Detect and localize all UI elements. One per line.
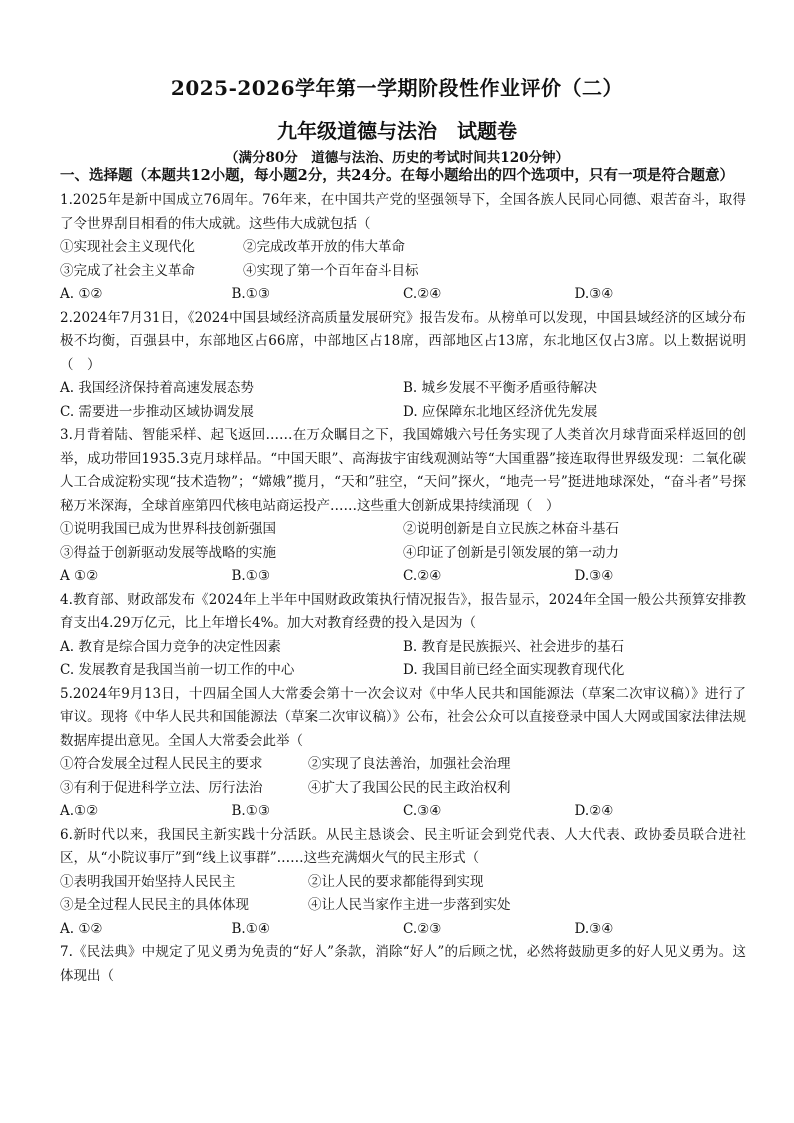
statement-item: ③是全过程人民民主的具体体现 xyxy=(60,897,249,913)
choice-c: C.③④ xyxy=(403,803,442,819)
question-stem: 3.月背着陆、智能采样、起飞返回……在万众瞩目之下，我国嫦娥六号任务实现了人类首次月球背面采样返回的创举，成功带回1935.3克月球样品。“中国天眼”、高海拔宇宙线观测站等“大国重器”接连取得世界级发现：二氧化碳人工合成淀粉实现“技术造物”；“嫦娥”揽月，“天和”驻空，“天问”探火，“地壳一号”挺进地球深处，“奋斗者”号探秘万米深海，全球首座第四代核电站商运投产……这些重大创新成果持续涌现（ ） xyxy=(60,427,746,514)
statement-item: ③有利于促进科学立法、厉行法治 xyxy=(60,779,263,796)
exam-subtitle xyxy=(0,115,794,144)
statement-row xyxy=(60,753,746,777)
choice-b: B. 教育是民族振兴、社会进步的基石 xyxy=(403,638,625,655)
statement-item: ①实现社会主义现代化 xyxy=(60,239,195,255)
choice-row xyxy=(60,918,746,942)
question-3 xyxy=(60,424,746,589)
choice-c: C.②④ xyxy=(403,568,442,584)
statement-item: ②实现了良法善治，加强社会治理 xyxy=(308,756,511,772)
statement-item: ②让人民的要求都能得到实现 xyxy=(308,873,484,890)
statement-item: ④印证了创新是引领发展的第一动力 xyxy=(403,544,619,561)
statement-row xyxy=(60,894,746,918)
choice-d: D. 我国目前已经全面实现教育现代化 xyxy=(403,662,625,678)
question-7 xyxy=(60,941,746,988)
question-stem: 4.教育部、财政部发布《2024年上半年中国财政政策执行情况报告》，报告显示，2024年全国一般公共预算安排教育支出4.29万亿元，比上年增长4%。加大对教育经费的投入是因为（ xyxy=(60,591,746,631)
choice-row xyxy=(60,401,746,425)
statement-item: ③完成了社会主义革命 xyxy=(60,262,195,279)
choice-c: C.②④ xyxy=(403,286,442,302)
statement-row xyxy=(60,260,746,284)
statement-row xyxy=(60,542,746,566)
choice-b: B.①③ xyxy=(231,568,270,584)
statement-item: ②说明创新是自立民族之林奋斗基石 xyxy=(403,521,619,537)
statement-item: ④实现了第一个百年奋斗目标 xyxy=(243,262,419,279)
statement-item: ③得益于创新驱动发展等战略的实施 xyxy=(60,544,276,561)
choice-d: D. 应保障东北地区经济优先发展 xyxy=(403,403,598,420)
question-stem: 6.新时代以来，我国民主新实践十分活跃。从民主恳谈会、民主听证会到党代表、人大代表、政协委员联合进社区，从“小院议事厅”到“线上议事群”……这些充满烟火气的民主形式（ xyxy=(60,826,746,866)
choice-a: A. ①② xyxy=(60,920,103,937)
choice-c: C. 发展教育是我国当前一切工作的中心 xyxy=(60,662,295,678)
statement-item: ①符合发展全过程人民民主的要求 xyxy=(60,756,263,772)
question-stem: 7.《民法典》中规定了见义勇为免责的“好人”条款，消除“好人”的后顾之忧，必然将鼓励更多的好人见义勇为。这体现出（ xyxy=(60,944,746,984)
statement-row xyxy=(60,871,746,895)
exam-note: （满分80分 道德与法治、历史的考试时间共120分钟） xyxy=(225,150,569,166)
choice-row xyxy=(60,565,746,589)
statement-row xyxy=(60,236,746,260)
statement-row xyxy=(60,518,746,542)
statement-item: ②完成改革开放的伟大革命 xyxy=(243,239,405,255)
choice-b: B.①③ xyxy=(231,803,270,819)
choice-row xyxy=(60,800,746,824)
choice-b: B.①④ xyxy=(231,920,270,937)
choice-d: D.③④ xyxy=(574,286,614,302)
question-6 xyxy=(60,824,746,942)
question-stem: 2.2024年7月31日，《2024中国县域经济高质量发展研究》报告发布。从榜单可以发现，中国县域经济的区域分布极不均衡，百强县中，东部地区占66席，中部地区占18席，西部地区占13席，东北地区仅占3席。以上数据说明（ ） xyxy=(60,309,746,373)
question-2 xyxy=(60,307,746,425)
paper-type: 试题卷 xyxy=(457,119,517,143)
statement-row xyxy=(60,777,746,801)
choice-row xyxy=(60,659,746,683)
section-heading: 一、选择题（本题共12小题，每小题2分，共24分。在每小题给出的四个选项中，只有一项是符合题意） xyxy=(60,167,734,184)
choice-a: A. 我国经济保持着高速发展态势 xyxy=(60,380,254,396)
choice-c: C. 需要进一步推动区域协调发展 xyxy=(60,403,254,420)
question-5 xyxy=(60,683,746,824)
choice-b: B.①③ xyxy=(231,286,270,302)
choice-a: A ①② xyxy=(60,568,99,584)
choice-c: C.②③ xyxy=(403,920,442,937)
choice-row xyxy=(60,283,746,307)
choice-row xyxy=(60,377,746,401)
question-4 xyxy=(60,589,746,683)
choice-b: B. 城乡发展不平衡矛盾亟待解决 xyxy=(403,380,598,396)
choice-d: D.③④ xyxy=(574,568,614,584)
statement-item: ①表明我国开始坚持人民民主 xyxy=(60,873,236,890)
question-stem: 5.2024年9月13日，十四届全国人大常委会第十一次会议对《中华人民共和国能源法（草案二次审议稿）》进行了审议。现将《中华人民共和国能源法（草案二次审议稿）》公布，社会公众可以直接登录中国人大网或国家法律法规数据库提出意见。全国人大常委会此举（ xyxy=(60,685,746,749)
choice-row xyxy=(60,636,746,660)
subject-name: 九年级道德与法治 xyxy=(277,119,437,143)
choice-d: D.②④ xyxy=(574,803,614,819)
exam-content xyxy=(60,163,746,988)
statement-item: ①说明我国已成为世界科技创新强国 xyxy=(60,521,276,537)
statement-item: ④扩大了我国公民的民主政治权利 xyxy=(308,779,511,796)
statement-item: ④让人民当家作主进一步落到实处 xyxy=(308,897,511,913)
question-1 xyxy=(60,189,746,307)
choice-d: D.③④ xyxy=(574,920,614,937)
choice-a: A. ①② xyxy=(60,286,103,302)
choice-a: A. 教育是综合国力竞争的决定性因素 xyxy=(60,638,281,655)
exam-title: 2025-2026学年第一学期阶段性作业评价（二） xyxy=(170,76,624,100)
question-stem: 1.2025年是新中国成立76周年。76年来，在中国共产党的坚强领导下，全国各族人民同心同德、艰苦奋斗，取得了令世界刮目相看的伟大成就。这些伟大成就包括（ xyxy=(60,192,746,232)
choice-a: A.①② xyxy=(60,803,99,819)
